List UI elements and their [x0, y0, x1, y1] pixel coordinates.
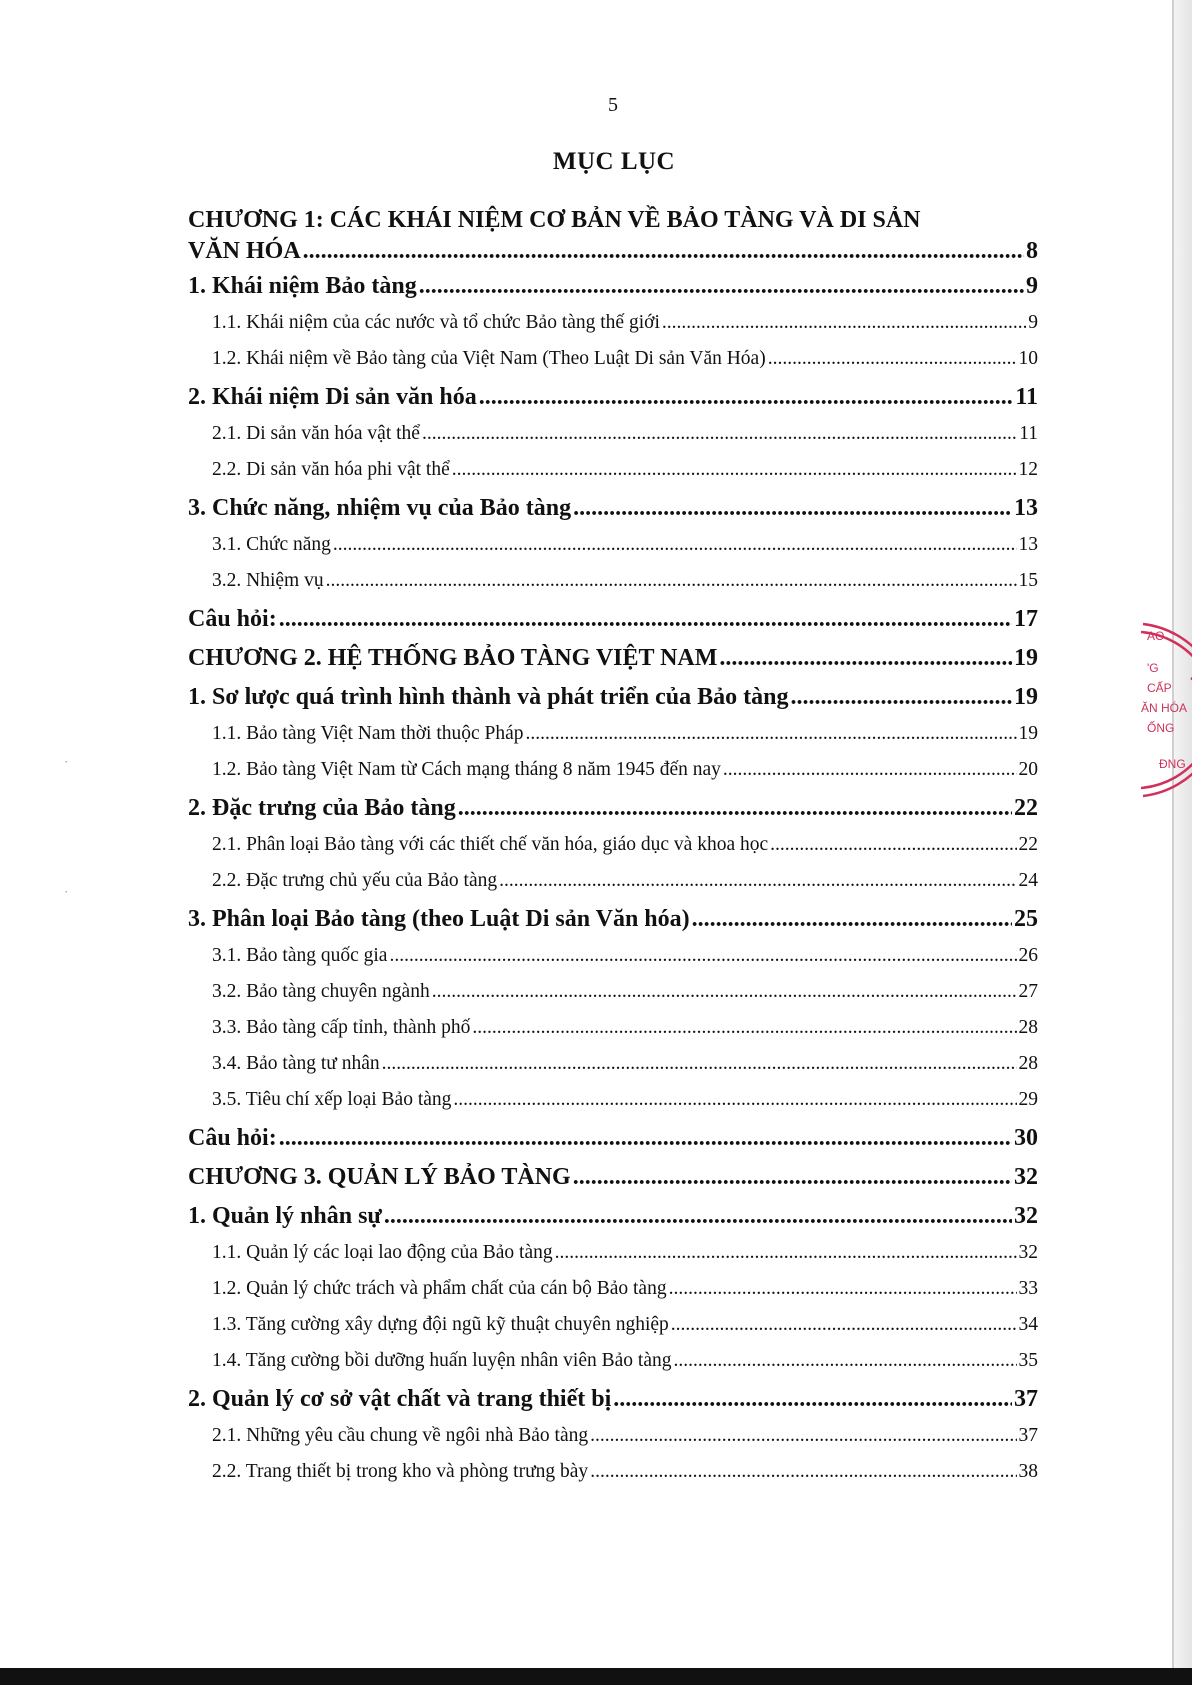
official-seal-stamp [1135, 620, 1192, 800]
toc-page-number: 38 [1018, 1461, 1038, 1482]
dot-leader [389, 939, 1016, 972]
toc-entry-text: 1.3. Tăng cường xây dựng đội ngũ kỹ thuật chuyên nghiệp [212, 1314, 669, 1335]
toc-subsection [188, 1083, 1038, 1119]
toc-entry-text: 2.1. Phân loại Bảo tàng với các thiết chế văn hóa, giáo dục và khoa học [212, 834, 769, 855]
toc-entry-text: 1.1. Bảo tàng Việt Nam thời thuộc Pháp [212, 723, 524, 744]
toc-entry-text: 3. Phân loại Bảo tàng (theo Luật Di sản Văn hóa) [188, 906, 690, 932]
toc-page-number: 20 [1018, 759, 1038, 780]
toc-page-number: 35 [1018, 1350, 1038, 1371]
toc-subsection [188, 1455, 1038, 1491]
toc-page-number: 15 [1018, 570, 1038, 591]
toc-entry-text: 1.4. Tăng cường bồi dưỡng huấn luyện nhân viên Bảo tàng [212, 1350, 672, 1371]
toc-subsection [188, 1047, 1038, 1083]
dot-leader [768, 342, 1017, 375]
toc-subsection [188, 1308, 1038, 1344]
dot-leader [279, 600, 1012, 638]
toc-chapter-1 [188, 205, 1038, 267]
dot-leader [452, 453, 1017, 486]
toc-entry-text: 1.2. Quản lý chức trách và phẩm chất của cán bộ Bảo tàng [212, 1278, 667, 1299]
toc-entry-text: 1.2. Khái niệm về Bảo tàng của Việt Nam (Theo Luật Di sản Văn Hóa) [212, 348, 766, 369]
dot-leader [662, 306, 1026, 339]
toc-entry-text: 2. Đặc trưng của Bảo tàng [188, 795, 456, 821]
toc-page-number: 37 [1014, 1386, 1038, 1412]
toc-entry-text: Câu hỏi: [188, 606, 277, 632]
toc-subsection [188, 864, 1038, 900]
toc-chapter [188, 1158, 1038, 1197]
toc-entry-text: 2.2. Đặc trưng chủ yếu của Bảo tàng [212, 870, 498, 891]
stamp-text: AO [1147, 629, 1165, 643]
dot-leader [674, 1344, 1017, 1377]
toc-chapter-1-line1: CHƯƠNG 1: CÁC KHÁI NIỆM CƠ BẢN VỀ BẢO TÀNG VÀ DI SẢN [188, 207, 921, 233]
dot-leader [382, 1047, 1017, 1080]
dot-leader [692, 900, 1012, 938]
toc-entry-list [188, 267, 1038, 1491]
dot-leader [458, 789, 1012, 827]
toc-entry-text: 3.1. Chức năng [212, 534, 331, 555]
toc-entry-text: 2.1. Những yêu cầu chung về ngôi nhà Bảo tàng [212, 1425, 589, 1446]
toc-entry-text: CHƯƠNG 2. HỆ THỐNG BẢO TÀNG VIỆT NAM [188, 645, 718, 671]
toc-entry-text: 1.1. Quản lý các loại lao động của Bảo tàng [212, 1242, 553, 1263]
dot-leader [790, 678, 1012, 716]
toc-entry-text: 2.2. Di sản văn hóa phi vật thể [212, 459, 450, 480]
document-page: 5 MỤC LỤC CHƯƠNG 1: CÁC KHÁI NIỆM CƠ BẢN VỀ BẢO TÀNG VÀ DI SẢN VĂN HÓA ..... 8 1. Khái niệm Bảo tàng ..... 9 1.1. Khái niệm của các nước và tổ chức Bảo tàng thế giới ..... 9 1.2. Khái niệm về Bảo tàng của Việt Nam (Theo Luật Di sản Văn Hóa) ..... 10 2. Khái niệm Di sản văn hóa ..... 11 2.1. Di sản văn hóa vật thể ..... 11 2.2. Di sản văn hóa phi vật thể ..... 12 3. Chức năng, nhiệm vụ của Bảo tàng ..... 13 3.1. Chức năng ..... 13 3.2. Nhiệm vụ ..... 15 Câu hỏi: ..... 17 CHƯƠNG 2. HỆ THỐNG BẢO TÀNG VIỆT NAM ..... 19 1. Sơ lược quá trình hình thành và phát triển của Bảo tàng ..... 19 1.1. Bảo tàng Việt Nam thời thuộc Pháp ..... 19 1.2. Bảo tàng Việt Nam từ Cách mạng tháng 8 năm 1945 đến nay ..... 20 2. Đặc trưng của Bảo tàng ..... 22 2.1. Phân loại Bảo tàng với các thiết chế văn hóa, giáo dục và khoa học ..... 22 2.2. Đặc trưng chủ yếu của Bảo tàng ..... 24 3. Phân loại Bảo tàng (theo Luật Di sản Văn hóa) ..... 25 3.1. Bảo tàng quốc gia ..... 26 3.2. Bảo tàng chuyên ngành ..... 27 3.3. Bảo tàng cấp tỉnh, thành phố ..... 28 3.4. Bảo tàng tư nhân ..... 28 3.5. Tiêu chí xếp loại Bảo tàng ..... 29 Câu hỏi: ..... 30 CHƯƠNG 3. QUẢN LÝ BẢO TÀNG ..... 32 1. Quản lý nhân sự ..... 32 1.1. Quản lý các loại lao động của Bảo tàng ..... 32 1.2. Quản lý chức trách và phẩm chất của cán bộ Bảo tàng ..... 33 1.3. Tăng cường xây dựng đội ngũ kỹ thuật chuyên nghiệp ..... 34 1.4. Tăng cường bồi dưỡng huấn luyện nhân viên Bảo tàng ..... 35 2. Quản lý cơ sở vật chất và trang thiết bị ..... 37 2.1. Những yêu cầu chung về ngôi nhà Bảo tàng ..... 37 2.2. Trang thiết bị trong kho và phòng trưng bày ..... 38 ᠎· · AO 'G CẤP ĂN HÓA ỐNG ĐNG [0, 0, 1192, 1685]
toc-page-number: 12 [1018, 459, 1038, 480]
toc-subsection [188, 342, 1038, 378]
toc-section [188, 267, 1038, 306]
dot-leader [590, 1419, 1016, 1452]
toc-page-number: 13 [1014, 495, 1038, 521]
toc-subsection [188, 828, 1038, 864]
toc-entry-text: 3.3. Bảo tàng cấp tỉnh, thành phố [212, 1017, 471, 1038]
toc-entry-text: 2.2. Trang thiết bị trong kho và phòng trưng bày [212, 1461, 589, 1482]
toc-subsection [188, 1236, 1038, 1272]
toc-page-number: 10 [1018, 348, 1038, 369]
table-of-contents [188, 205, 1038, 1491]
toc-page-number: 32 [1014, 1164, 1038, 1190]
toc-entry-text: 3.1. Bảo tàng quốc gia [212, 945, 388, 966]
toc-entry-text: 2. Khái niệm Di sản văn hóa [188, 384, 477, 410]
toc-entry-text: 1. Sơ lược quá trình hình thành và phát triển của Bảo tàng [188, 684, 789, 710]
toc-subsection [188, 939, 1038, 975]
toc-section [188, 1197, 1038, 1236]
toc-page-number: 13 [1018, 534, 1038, 555]
dot-leader [613, 1380, 1012, 1418]
dot-leader [279, 1119, 1012, 1157]
toc-section [188, 378, 1038, 417]
page-edge-shadow [1174, 0, 1192, 1685]
dot-leader [671, 1308, 1017, 1341]
stamp-text: ỐNG [1147, 721, 1175, 735]
toc-page-number: 28 [1018, 1053, 1038, 1074]
toc-page-number: 27 [1018, 981, 1038, 1002]
toc-page-number: 32 [1018, 1242, 1038, 1263]
toc-section [188, 789, 1038, 828]
toc-entry-text: 3.2. Bảo tàng chuyên ngành [212, 981, 430, 1002]
toc-entry-text: 1. Khái niệm Bảo tàng [188, 273, 417, 299]
toc-entry-text: 1.2. Bảo tàng Việt Nam từ Cách mạng tháng 8 năm 1945 đến nay [212, 759, 721, 780]
toc-subsection [188, 564, 1038, 600]
toc-section [188, 489, 1038, 528]
dot-leader [303, 236, 1024, 267]
toc-page-number: 24 [1018, 870, 1038, 891]
toc-entry-text: 1.1. Khái niệm của các nước và tổ chức Bảo tàng thế giới [212, 312, 660, 333]
dot-leader [573, 489, 1012, 527]
toc-page-number: 9 [1026, 273, 1038, 299]
toc-page-number: 25 [1014, 906, 1038, 932]
toc-subsection [188, 1272, 1038, 1308]
toc-chapter [188, 639, 1038, 678]
dot-leader [422, 417, 1017, 450]
dot-leader [432, 975, 1017, 1008]
dot-leader [333, 528, 1017, 561]
dot-leader [555, 1236, 1017, 1269]
toc-page-number: 30 [1014, 1125, 1038, 1151]
toc-page-number: 28 [1018, 1017, 1038, 1038]
stamp-text: CẤP [1147, 681, 1172, 695]
toc-section [188, 900, 1038, 939]
scan-bottom-border [0, 1668, 1192, 1685]
toc-page-number: 22 [1018, 834, 1038, 855]
toc-page-number: 19 [1014, 645, 1038, 671]
toc-page-number: 11 [1019, 423, 1038, 444]
toc-subsection [188, 306, 1038, 342]
page-title: MỤC LỤC [552, 148, 676, 175]
dot-leader [479, 378, 1014, 416]
toc-page-number: 11 [1015, 384, 1038, 410]
dot-leader [770, 828, 1016, 861]
page-number: 5 [608, 94, 618, 116]
toc-entry-text: 2.1. Di sản văn hóa vật thể [212, 423, 420, 444]
stamp-text: ĂN HÓA [1141, 701, 1188, 715]
dot-leader [384, 1197, 1012, 1235]
toc-subsection [188, 1011, 1038, 1047]
toc-subsection [188, 528, 1038, 564]
toc-page-number: 8 [1026, 238, 1038, 264]
toc-subsection [188, 417, 1038, 453]
toc-page-number: 19 [1014, 684, 1038, 710]
stamp-text: ĐNG [1159, 757, 1186, 771]
dot-leader [573, 1158, 1012, 1196]
toc-entry-text: 3.4. Bảo tàng tư nhân [212, 1053, 380, 1074]
toc-page-number: 26 [1018, 945, 1038, 966]
toc-subsection [188, 975, 1038, 1011]
toc-entry-text: Câu hỏi: [188, 1125, 277, 1151]
toc-subsection [188, 453, 1038, 489]
toc-entry-text: 3.2. Nhiệm vụ [212, 570, 324, 591]
dot-leader [472, 1011, 1016, 1044]
toc-page-number: 19 [1018, 723, 1038, 744]
dot-leader [326, 564, 1017, 597]
dot-leader [453, 1083, 1016, 1116]
toc-section [188, 1380, 1038, 1419]
toc-page-number: 22 [1014, 795, 1038, 821]
toc-subsection [188, 717, 1038, 753]
stamp-text: 'G [1147, 661, 1159, 675]
dot-leader [526, 717, 1017, 750]
toc-section [188, 678, 1038, 717]
dot-leader [419, 267, 1024, 305]
toc-entry-text: 3. Chức năng, nhiệm vụ của Bảo tàng [188, 495, 572, 521]
toc-page-number: 29 [1018, 1089, 1038, 1110]
toc-chapter-1-line2 [188, 236, 1038, 267]
dot-leader [669, 1272, 1017, 1305]
toc-page-number: 37 [1018, 1425, 1038, 1446]
toc-subsection [188, 1344, 1038, 1380]
toc-section [188, 1119, 1038, 1158]
toc-entry-text: 1. Quản lý nhân sự [188, 1203, 382, 1229]
toc-entry-text: 3.5. Tiêu chí xếp loại Bảo tàng [212, 1089, 452, 1110]
dot-leader [499, 864, 1016, 897]
toc-entry-text: 2. Quản lý cơ sở vật chất và trang thiết bị [188, 1386, 612, 1412]
toc-subsection [188, 1419, 1038, 1455]
page-edge-line [1172, 0, 1174, 1685]
toc-page-number: 32 [1014, 1203, 1038, 1229]
toc-entry-text: VĂN HÓA [188, 238, 301, 264]
toc-section [188, 600, 1038, 639]
toc-page-number: 17 [1014, 606, 1038, 632]
toc-page-number: 34 [1018, 1314, 1038, 1335]
toc-subsection [188, 753, 1038, 789]
toc-page-number: 9 [1028, 312, 1038, 333]
dot-leader [723, 753, 1017, 786]
dot-leader [719, 639, 1012, 677]
toc-entry-text: CHƯƠNG 3. QUẢN LÝ BẢO TÀNG [188, 1164, 571, 1190]
dot-leader [590, 1455, 1016, 1488]
toc-page-number: 33 [1018, 1278, 1038, 1299]
